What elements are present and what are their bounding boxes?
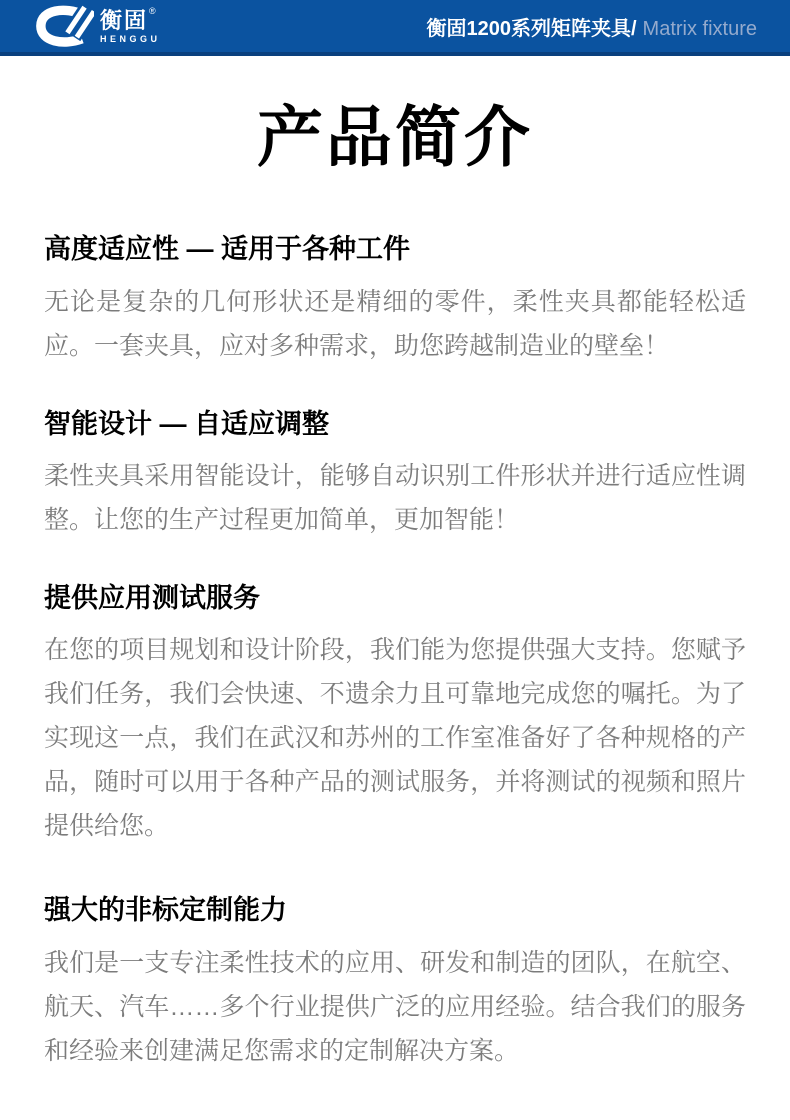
section-body: 无论是复杂的几何形状还是精细的零件，柔性夹具都能轻松适应。一套夹具，应对多种需求，助您跨越制造业的壁垒！ xyxy=(44,287,746,360)
section-heading: 提供应用测试服务 xyxy=(44,582,260,613)
registered-trademark-icon: ® xyxy=(149,6,158,16)
content xyxy=(0,98,790,1073)
section-smart-design xyxy=(44,408,746,542)
section-body: 我们是一支专注柔性技术的应用、研发和制造的团队，在航空、航天、汽车……多个行业提供广泛的应用经验。结合我们的服务和经验来创建满足您需求的定制解决方案。 xyxy=(44,948,746,1065)
header-title-cn: 衡固1200系列矩阵夹具/ xyxy=(426,17,637,40)
section-heading: 高度适应性 — 适用于各种工件 xyxy=(44,234,411,265)
henggu-logo xyxy=(34,4,161,48)
logo-brand-en: HENGGU xyxy=(100,34,161,44)
logo-text xyxy=(100,6,161,44)
section-body: 柔性夹具采用智能设计，能够自动识别工件形状并进行适应性调整。让您的生产过程更加简单，更加智能！ xyxy=(44,461,746,534)
section-body: 在您的项目规划和设计阶段，我们能为您提供强大支持。您赋予我们任务，我们会快速、不遗余力且可靠地完成您的嘱托。为了实现这一点，我们在武汉和苏州的工作室准备好了各种规格的产品，随时可以用于各种产品的测试服务，并将测试的视频和照片提供给您。 xyxy=(44,636,746,841)
section-heading: 强大的非标定制能力 xyxy=(44,895,287,926)
section-heading: 智能设计 — 自适应调整 xyxy=(44,408,330,439)
section-custom-capability xyxy=(44,894,746,1072)
header-product-title xyxy=(426,12,757,41)
henggu-logo-icon xyxy=(34,4,94,48)
header-title-en: Matrix fixture xyxy=(642,17,757,40)
page-title: 产品简介 xyxy=(257,100,533,174)
section-testing-service xyxy=(44,582,746,848)
section-adaptability xyxy=(44,233,746,367)
header-bar xyxy=(0,0,790,56)
logo-brand-cn: 衡固 xyxy=(100,8,149,33)
